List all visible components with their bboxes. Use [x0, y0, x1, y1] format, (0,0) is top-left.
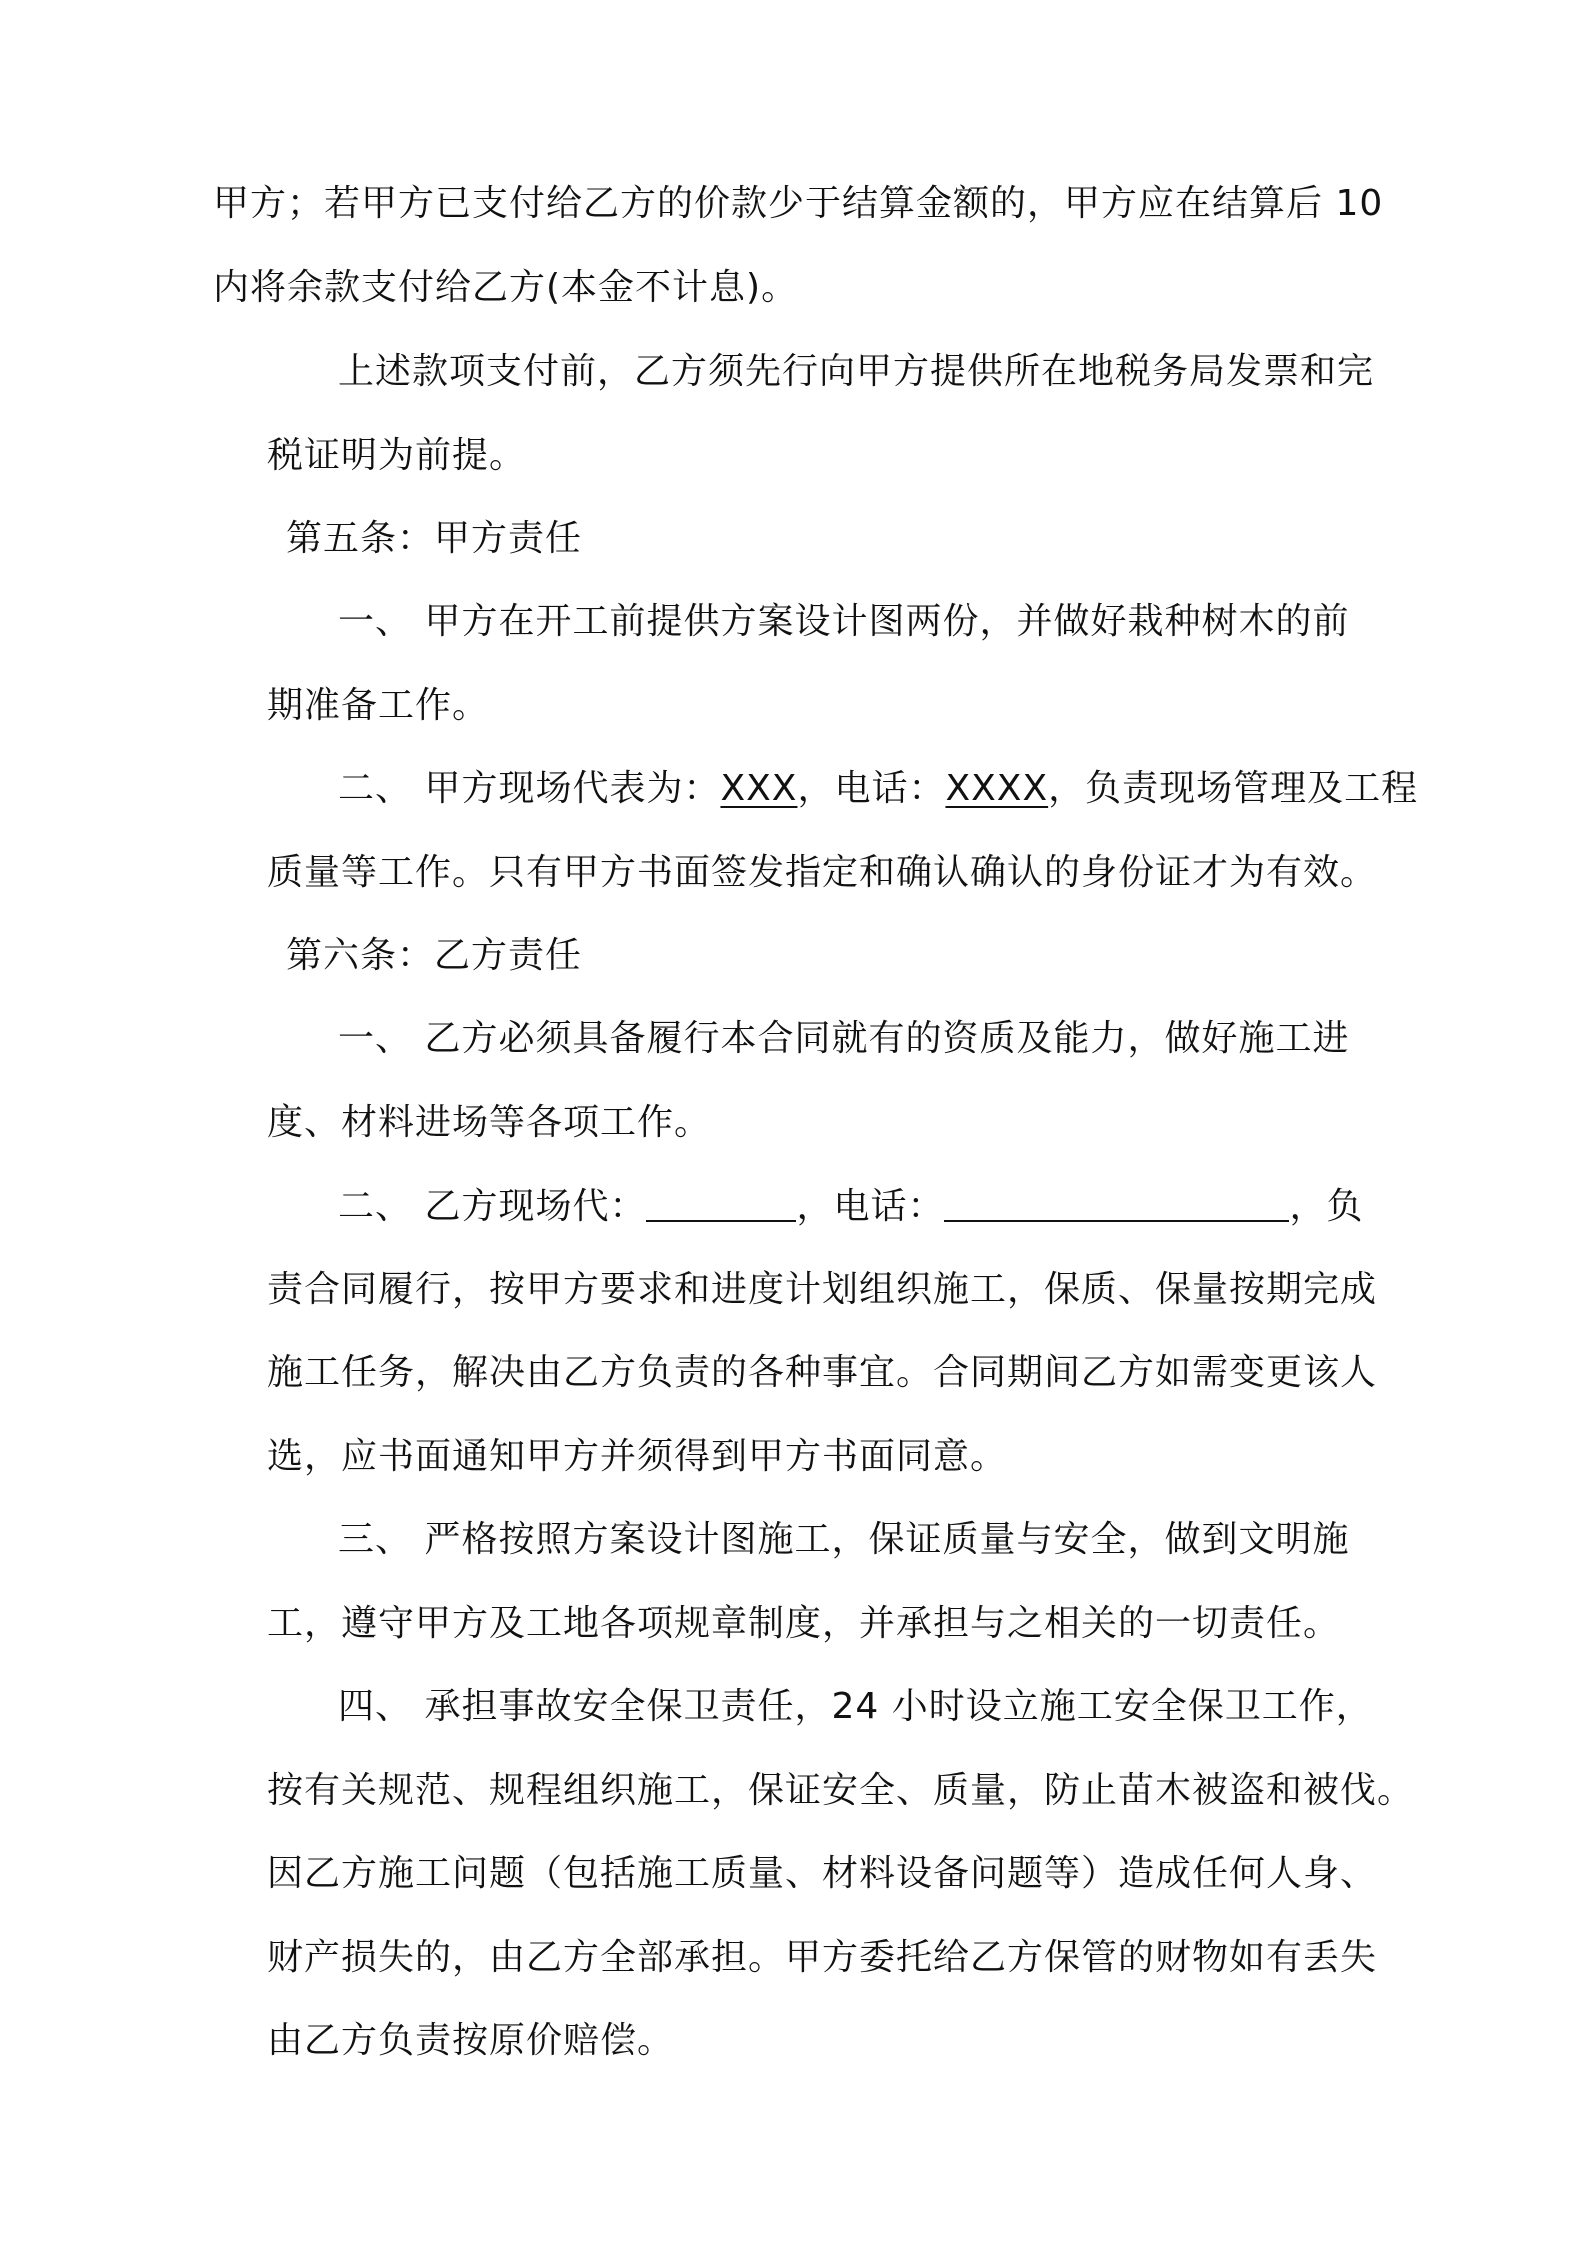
rep-name-field: XXX	[720, 768, 798, 809]
text-line-18: 工，遵守甲方及工地各项规章制度，并承担与之相关的一切责任。	[267, 1603, 1341, 1644]
text-line-3: 上述款项支付前，乙方须先行向甲方提供所在地税务局发票和完	[338, 351, 1375, 392]
text-line-b	[338, 1184, 1363, 1229]
text-line-17: 三、 严格按照方案设计图施工，保证质量与安全，做到文明施	[338, 1519, 1350, 1560]
text-line-21: 因乙方施工问题（包括施工质量、材料设备问题等）造成任何人身、	[267, 1853, 1378, 1894]
b-name-blank	[646, 1184, 796, 1222]
text-line-7: 期准备工作。	[267, 685, 490, 726]
rep-prefix: 二、 甲方现场代表为：	[338, 768, 721, 809]
text-line-rep	[338, 767, 1418, 811]
text-line-4: 税证明为前提。	[267, 435, 527, 476]
section-heading-6: 第六条：乙方责任	[286, 935, 583, 976]
text-line-9: 质量等工作。只有甲方书面签发指定和确认确认的身份证才为有效。	[267, 852, 1378, 893]
text-line-1: 甲方；若甲方已支付给乙方的价款少于结算金额的，甲方应在结算后 10	[213, 183, 1384, 224]
text-line-22: 财产损失的，由乙方全部承担。甲方委托给乙方保管的财物如有丢失	[267, 1937, 1378, 1978]
section-heading-5: 第五条：甲方责任	[286, 518, 583, 559]
b-suffix: ，负	[1289, 1186, 1364, 1227]
rep-phone-field: XXXX	[945, 768, 1049, 809]
b-phone-blank	[944, 1184, 1289, 1222]
text-line-14: 责合同履行，按甲方要求和进度计划组织施工，保质、保量按期完成	[267, 1269, 1378, 1310]
b-prefix: 二、 乙方现场代：	[338, 1186, 647, 1227]
rep-mid: ，电话：	[797, 768, 946, 809]
text-line-23: 由乙方负责按原价赔偿。	[267, 2020, 675, 2061]
text-line-12: 度、材料进场等各项工作。	[267, 1102, 712, 1143]
text-line-16: 选，应书面通知甲方并须得到甲方书面同意。	[267, 1436, 1008, 1477]
text-line-6: 一、 甲方在开工前提供方案设计图两份，并做好栽种树木的前	[338, 601, 1350, 642]
rep-suffix: ，负责现场管理及工程	[1048, 768, 1419, 809]
text-line-20: 按有关规范、规程组织施工，保证安全、质量，防止苗木被盗和被伐。	[267, 1770, 1415, 1811]
text-line-11: 一、 乙方必须具备履行本合同就有的资质及能力，做好施工进	[338, 1018, 1350, 1059]
text-line-15: 施工任务，解决由乙方负责的各种事宜。合同期间乙方如需变更该人	[267, 1352, 1378, 1393]
text-line-2: 内将余款支付给乙方(本金不计息)。	[213, 267, 799, 308]
text-line-19: 四、 承担事故安全保卫责任，24 小时设立施工安全保卫工作，	[338, 1686, 1373, 1727]
b-mid: ，电话：	[796, 1186, 945, 1227]
